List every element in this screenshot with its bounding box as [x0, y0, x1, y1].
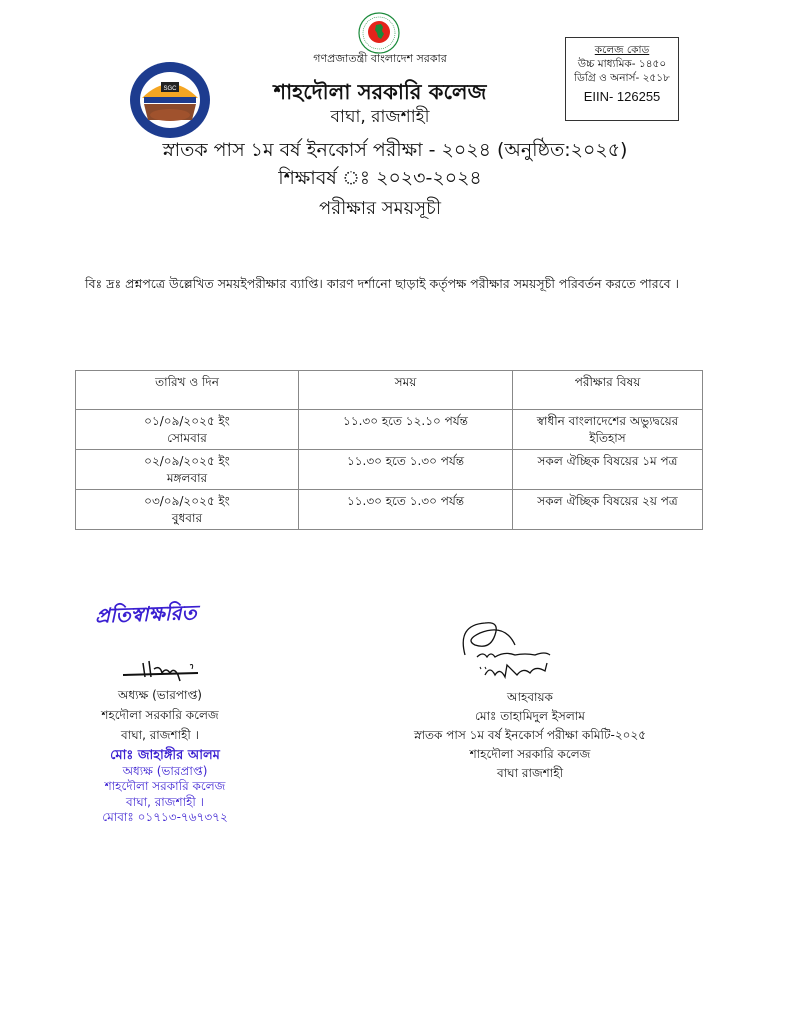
- convener-committee: স্নাতক পাস ১ম বর্ষ ইনকোর্স পরীক্ষা কমিটি-২০২৫: [413, 728, 647, 742]
- exam-title: স্নাতক পাস ১ম বর্ষ ইনকোর্স পরীক্ষা - ২০২৪ (অনুষ্ঠিত:২০২৫): [162, 139, 628, 161]
- table-row: [76, 450, 703, 490]
- government-name: গণপ্রজাতন্ত্রী বাংলাদেশ সরকার: [313, 52, 447, 65]
- eiin-number: EIIN- 126255: [583, 89, 661, 104]
- stamp-name: মোঃ জাহাঙ্গীর আলম: [110, 748, 220, 763]
- time-cell: ১১.৩০ হতে ১.৩০ পর্যন্ত: [299, 450, 513, 490]
- convener-signature-block: [380, 688, 680, 783]
- exam-schedule-table: [75, 370, 703, 530]
- convener-role: আহবায়ক: [507, 690, 553, 704]
- day: সোমবার: [167, 431, 207, 445]
- header-date-day: তারিখ ও দিন: [76, 371, 299, 410]
- stamp-mobile: মোবাঃ ০১৭১৩-৭৬৭৩৭২: [102, 810, 228, 824]
- convener-signature-icon: [455, 615, 570, 690]
- table-row: [76, 410, 703, 450]
- subject-cell: সকল ঐচ্ছিক বিষয়ের ১ম পত্র: [513, 450, 703, 490]
- academic-session: শিক্ষাবর্ষ ঃ ২০২৩-২০২৪: [278, 167, 482, 189]
- higher-secondary-code: উচ্চ মাধ্যমিক- ১৪৫০: [577, 58, 667, 70]
- subject-cell: সকল ঐচ্ছিক বিষয়ের ২য় পত্র: [513, 490, 703, 530]
- date: ০৩/০৯/২০২৫ ইং: [144, 494, 230, 508]
- college-logo-icon: [128, 60, 212, 140]
- college-location: বাঘা, রাজশাহী: [330, 107, 430, 127]
- date-day-cell: [76, 410, 299, 450]
- subject-cell: স্বাধীন বাংলাদেশের অভ্যুদ্বয়ের ইতিহাস: [513, 410, 703, 450]
- date: ০২/০৯/২০২৫ ইং: [144, 454, 230, 468]
- principal-signature-icon: [118, 655, 213, 685]
- table-row: [76, 490, 703, 530]
- principal-location: বাঘা, রাজশাহী ।: [121, 728, 199, 742]
- header-subject: পরীক্ষার বিষয়: [513, 371, 703, 410]
- principal-college: শহদৌলা সরকারি কলেজ: [101, 708, 219, 722]
- stamp-college: শাহদৌলা সরকারি কলেজ: [104, 779, 226, 793]
- date-day-cell: [76, 490, 299, 530]
- stamp-location: বাঘা, রাজশাহী ।: [126, 794, 204, 809]
- date-day-cell: [76, 450, 299, 490]
- countersigned-stamp: প্রতিস্বাক্ষরিত: [94, 600, 197, 628]
- college-code-title: কলেজ কোড: [594, 44, 650, 56]
- college-name: শাহদৌলা সরকারি কলেজ: [273, 80, 487, 104]
- day: বুধবার: [171, 511, 203, 525]
- stamp-title: অধ্যক্ষ (ভারপ্রাপ্ত): [122, 763, 208, 778]
- header-time: সময়: [299, 371, 513, 410]
- date: ০১/০৯/২০২৫ ইং: [144, 414, 230, 428]
- convener-location: বাঘা রাজশাহী: [497, 766, 563, 780]
- principal-title: অধ্যক্ষ (ভারপাপ্ত): [117, 688, 202, 702]
- college-code-box: [565, 37, 679, 121]
- bangladesh-government-seal-icon: [358, 12, 400, 54]
- degree-honours-code: ডিগ্রি ও অনার্স- ২৫১৮: [574, 72, 670, 84]
- notice-text: বিঃ দ্রঃ প্রশ্নপত্রে উল্লেখিত সময়ইপরীক্ষার ব্যাপ্তি। কারণ দর্শানো ছাড়াই কর্তৃপক্ষ পরীক্ষার সময়সূচী পরিবর্তন করতে পারবে ।: [85, 276, 680, 291]
- schedule-title: পরীক্ষার সময়সূচী: [319, 198, 441, 219]
- convener-college: শাহদৌলা সরকারি কলেজ: [469, 747, 591, 761]
- table-header-row: [76, 371, 703, 410]
- principal-stamp: [80, 748, 250, 826]
- day: মঙ্গলবার: [166, 471, 208, 485]
- convener-name: মোঃ তাহামিদুল ইসলাম: [475, 709, 585, 723]
- time-cell: ১১.৩০ হতে ১.৩০ পর্যন্ত: [299, 490, 513, 530]
- time-cell: ১১.৩০ হতে ১২.১০ পর্যন্ত: [299, 410, 513, 450]
- svg-text:SGC: SGC: [163, 86, 177, 92]
- principal-signature-block: [75, 685, 245, 745]
